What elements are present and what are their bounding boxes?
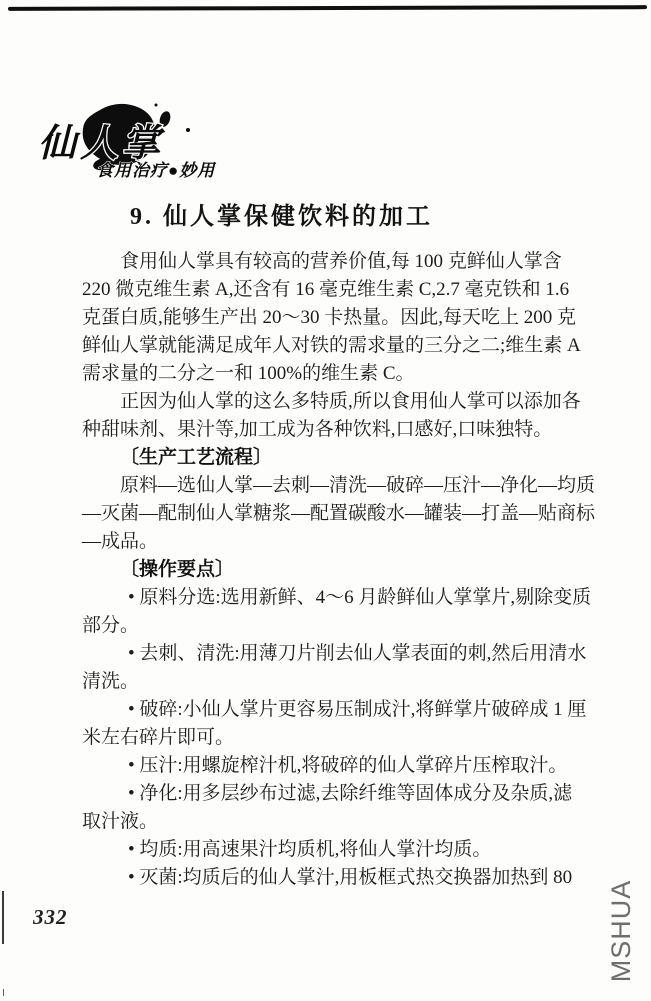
bullet-text-line: • 压汁:用螺旋榨汁机,将破碎的仙人掌碎片压榨取汁。 <box>128 755 568 776</box>
text-line: 正因为仙人掌的这么多特质,所以食用仙人掌可以添加各 <box>120 391 581 412</box>
bullet-text-line: • 破碎:小仙人掌片更容易压制成汁,将鲜掌片破碎成 1 厘 <box>128 699 587 720</box>
book-logo <box>38 102 258 190</box>
scan-edge-mark <box>3 989 4 996</box>
subheading-operation-points: 〔操作要点〕 <box>120 559 235 580</box>
text-line: 需求量的二分之一和 100%的维生素 C。 <box>82 363 415 384</box>
bullet-text-line: • 去刺、清洗:用薄刀片削去仙人掌表面的刺,然后用清水 <box>128 643 587 664</box>
logo-title: 仙人掌 <box>38 123 165 165</box>
bullet-text-line: • 灭菌:均质后的仙人掌汁,用板框式热交换器加热到 80 <box>128 867 573 888</box>
bullet-text-line: • 净化:用多层纱布过滤,去除纤维等固体成分及杂质,滤 <box>128 783 573 804</box>
text-line: —成品。 <box>82 531 159 552</box>
text-line: 清洗。 <box>82 671 140 692</box>
bullet-text-line: • 均质:用高速果汁均质机,将仙人掌汁均质。 <box>128 839 492 860</box>
watermark-text: MSHUA <box>606 879 636 983</box>
ink-speck-icon <box>155 104 158 107</box>
text-line: 米左右碎片即可。 <box>82 727 235 748</box>
top-border-rule <box>8 5 647 11</box>
text-line: 原料—选仙人掌—去刺—清洗—破碎—压汁—净化—均质 <box>120 475 596 496</box>
page-number: 332 <box>33 905 68 929</box>
subheading-process-flow: 〔生产工艺流程〕 <box>120 447 273 468</box>
logo-subtitle: 食用治疗●妙用 <box>96 161 216 180</box>
text-line: 克蛋白质,能够生产出 20～30 卡热量。因此,每天吃上 200 克 <box>82 307 577 328</box>
text-line: —灭菌—配制仙人掌糖浆—配置碳酸水—罐装—打盖—贴商标 <box>82 503 596 524</box>
cactus-logo-graphic <box>38 102 258 190</box>
text-line: 鲜仙人掌就能满足成年人对铁的需求量的三分之二;维生素 A <box>82 335 581 356</box>
text-line: 食用仙人掌具有较高的营养价值,每 100 克鲜仙人掌含 <box>120 251 562 272</box>
ink-speck-icon <box>186 128 190 132</box>
scan-edge-mark <box>2 891 4 944</box>
bullet-text-line: • 原料分选:选用新鲜、4～6 月龄鲜仙人掌掌片,剔除变质 <box>128 587 592 608</box>
body-text-block <box>82 248 596 892</box>
text-line: 220 微克维生素 A,还含有 16 毫克维生素 C,2.7 毫克铁和 1.6 <box>82 279 570 300</box>
text-line: 部分。 <box>82 615 140 636</box>
text-line: 种甜味剂、果汁等,加工成为各种饮料,口感好,口味独特。 <box>82 419 553 440</box>
section-heading: 9. 仙人掌保健饮料的加工 <box>130 204 433 230</box>
text-line: 取汁液。 <box>82 811 159 832</box>
